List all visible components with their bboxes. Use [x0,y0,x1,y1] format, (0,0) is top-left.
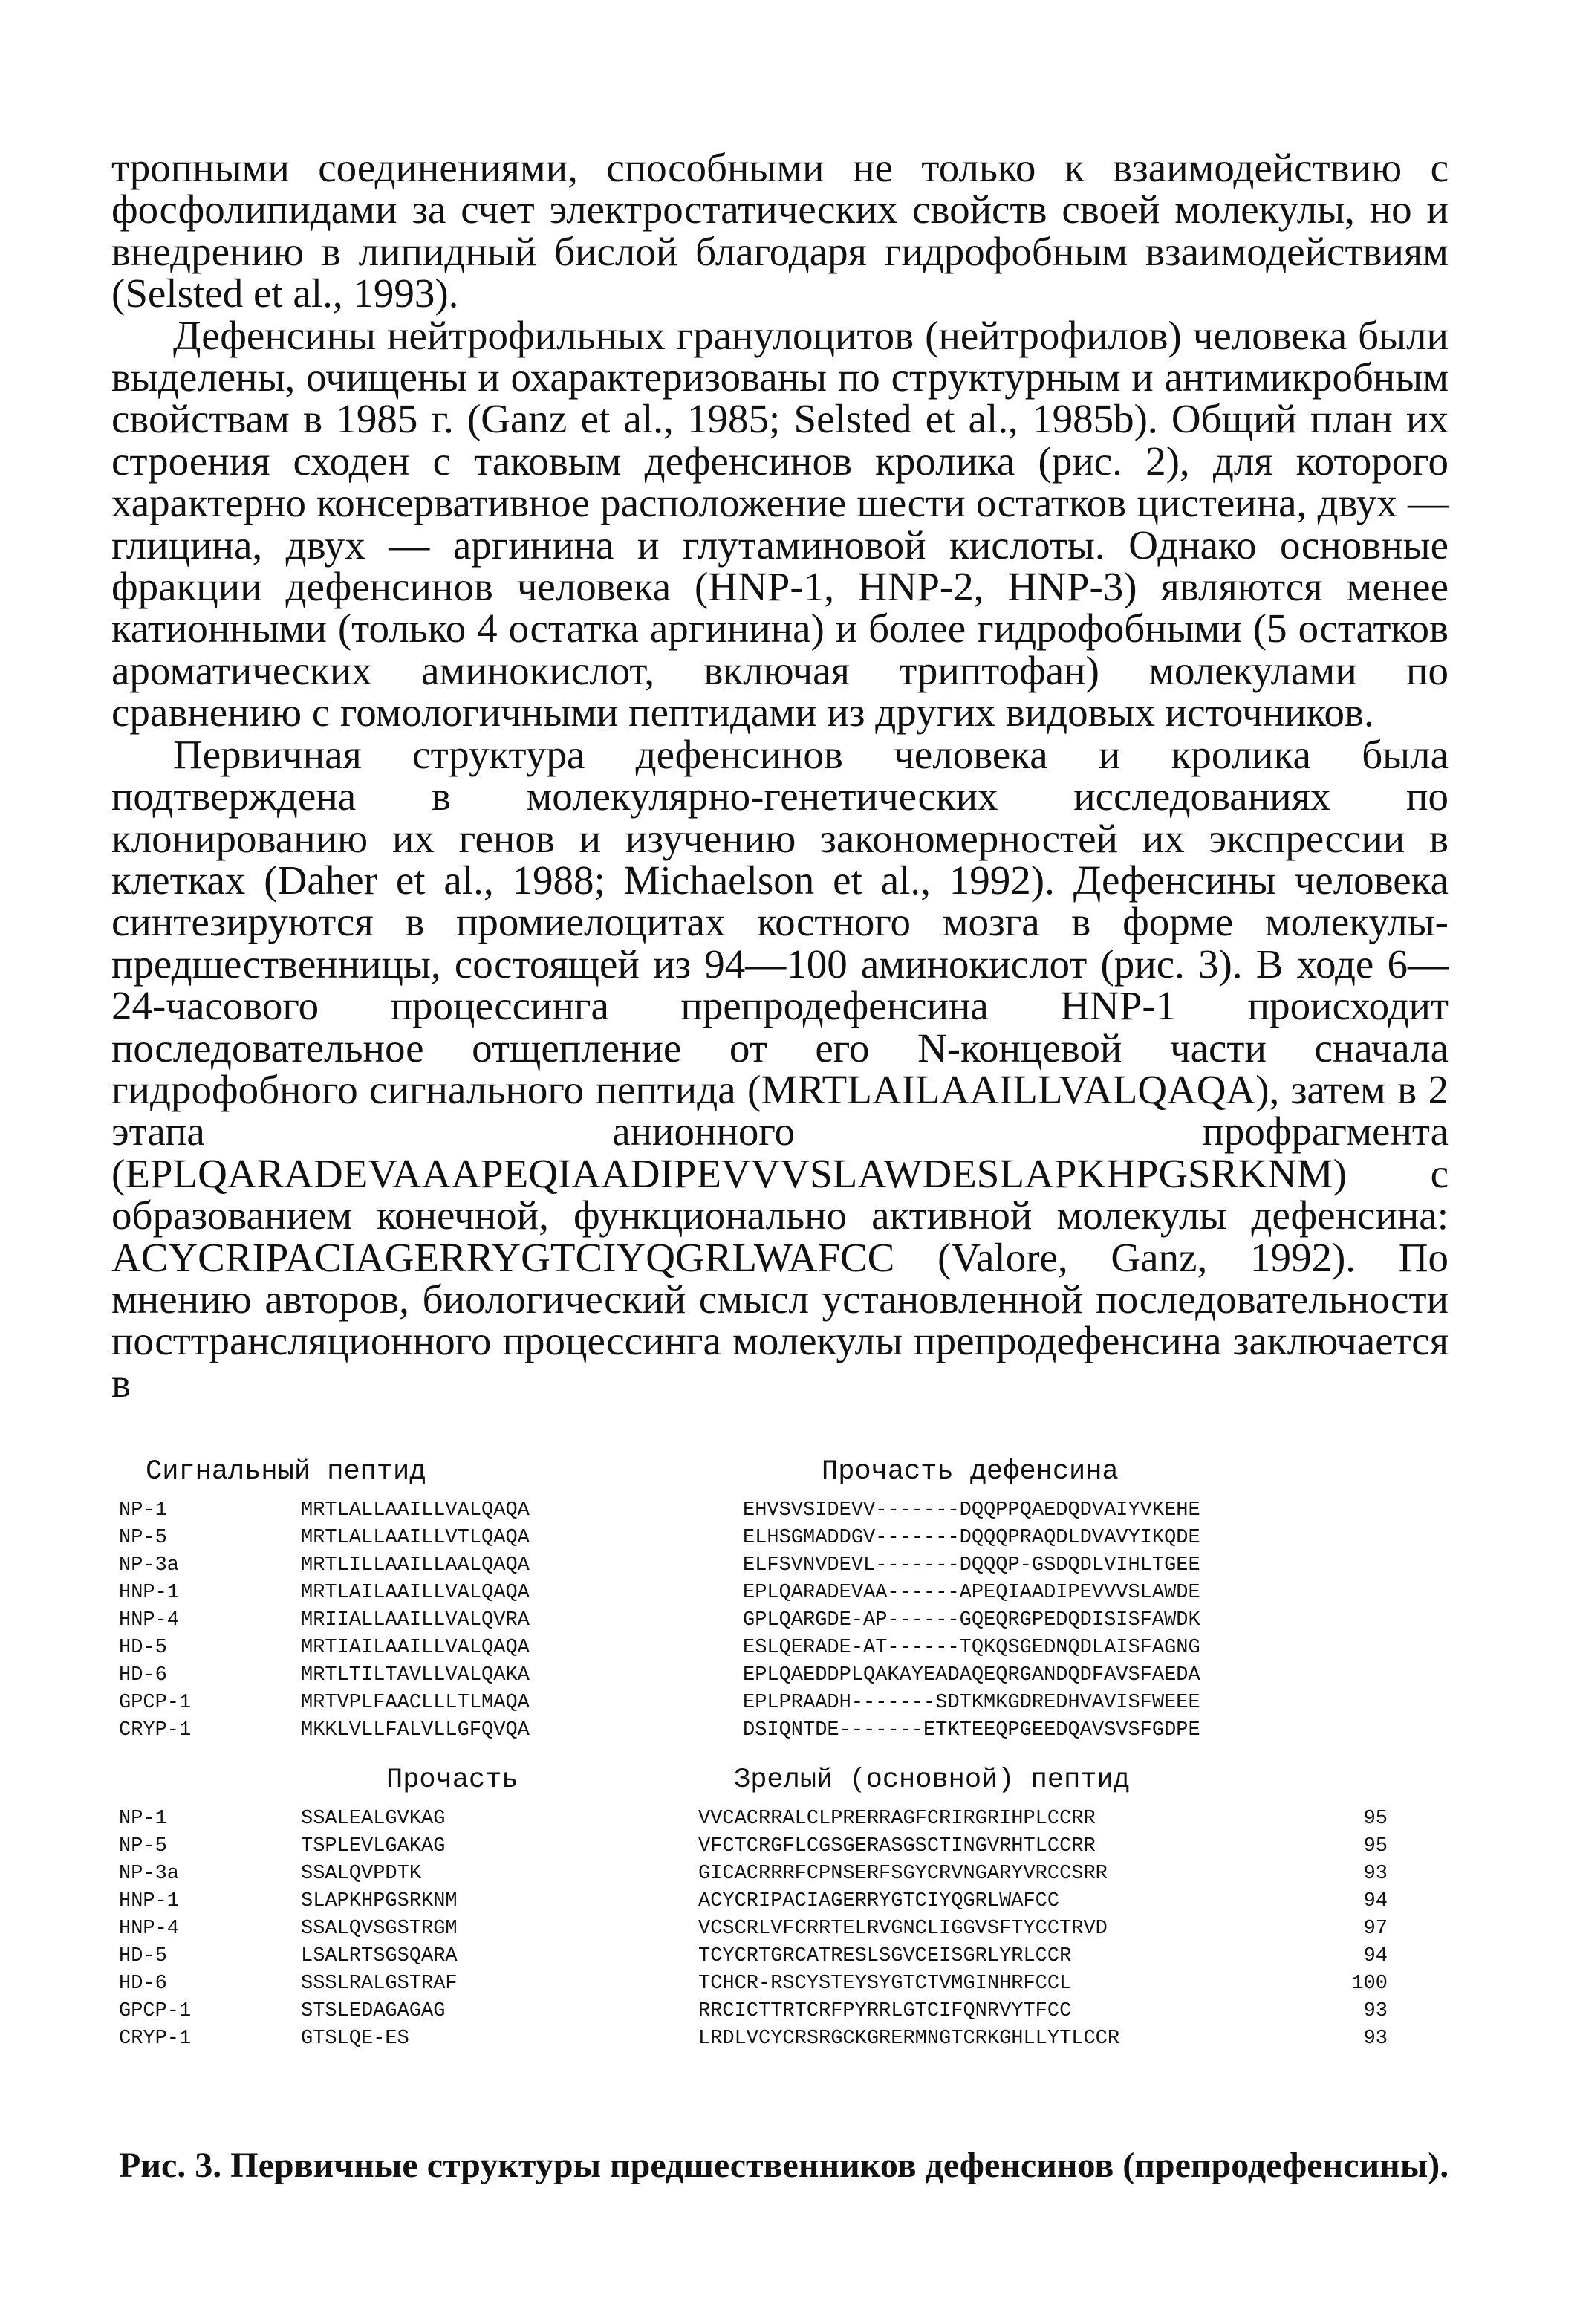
sequence-part-b: ELFSVNVDEVL-------DQQQP-GSDQDLVIHLTGEE [743,1554,1200,1577]
paragraph-1: тропными соединениями, способными не только к взаимодействию с фосфолипидами за счет электростатических свойств своей молекулы, но и внедрению в липидный бислой благодаря гидрофобным взаимодействиям (Selsted et al., 1993). [111,145,1449,317]
sequence-part-b: EPLQAEDDPLQAKAYEADAQEQRGANDQDFAVSFAEDA [743,1664,1200,1687]
sequence-row [119,1637,1449,1664]
sequence-part-b: LRDLVCYCRSRGCKGRERMNGTCRKGHLLYTLCCR [698,2028,1120,2050]
sequence-part-a: LSALRTSGSQARA [301,1945,458,1967]
sequence-row [119,1835,1449,1863]
block1-rows [119,1499,1449,1747]
sequence-row [119,1664,1449,1692]
sequence-part-b: ELHSGMADDGV-------DQQQPRAQDLDVAVYIKQDE [743,1527,1200,1549]
sequence-row [119,1499,1449,1527]
sequence-length: 94 [1363,1890,1388,1912]
sequence-name: NP-3a [119,1554,180,1577]
sequence-part-b: GICACRRRFCPNSERFSGYCRVNGARYVRCCSRR [698,1863,1108,1885]
sequence-name: CRYP-1 [119,2028,192,2050]
sequence-name: CRYP-1 [119,1719,192,1742]
sequence-row [119,1973,1449,2000]
sequence-row [119,1719,1449,1747]
sequence-row [119,1890,1449,1918]
sequence-part-a: MRTLALLAAILLVTLQAQA [301,1527,530,1549]
sequence-part-a: MRTLAILAAILLVALQAQA [301,1582,530,1604]
sequence-part-a: MRTLTILTAVLLVALQAKA [301,1664,530,1687]
sequence-name: HD-6 [119,1664,167,1687]
sequence-row [119,1609,1449,1637]
figure-sequence-alignment [119,1456,1449,2055]
sequence-length: 95 [1363,1808,1388,1830]
sequence-length: 100 [1351,1973,1388,1995]
sequence-part-a: SSSLRALGSTRAF [301,1973,458,1995]
paragraph-3: Первичная структура дефенсинов человека и кролика была подтверждена в молекулярно-генетических исследованиях по клонированию их генов и изучению закономерностей их экспрессии в клетках (Daher et al., 1988; Michaelson et al., 1992). Дефенсины человека синтезируются в промиелоцитах костного мозга в форме молекулы-предшественницы, состоящей из 94—100 аминокислот (рис. 3). В ходе 6—24-часового процессинга препродефенсина HNP-1 происходит последовательное отщепление от его N-концевой части сначала гидрофобного сигнального пептида (MRTLAILAAILLVALQAQA), затем в 2 этапа анионного профрагмента (EPLQARADEVAAAPEQIAADIPEVVVSLAWDESLAPKHPGSRKNM) с образованием конечной, функционально активной молекулы дефенсина: ACYCRIPACIAGERRYGTCIYQGRLWAFCC (Valore, Ganz, 1992). По мнению авторов, биологический смысл установленной последовательности посттрансляционного процессинга молекулы препродефенсина заключается в [111,731,1449,1406]
sequence-part-a: MRTLILLAAILLAALQAQA [301,1554,530,1577]
mature-peptide-header: Зрелый (основной) пептид [734,1765,1130,1796]
sequence-part-b: VFCTCRGFLCGSGERASGSCTINGVRHTLCCRR [698,1835,1096,1857]
sequence-row [119,1692,1449,1719]
sequence-row [119,1918,1449,1945]
sequence-part-a: STSLEDAGAGAG [301,2000,446,2022]
sequence-name: HD-5 [119,1637,167,1659]
sequence-part-a: SLAPKHPGSRKNM [301,1890,458,1912]
sequence-part-b: DSIQNTDE-------ETKTEEQPGEEDQAVSVSFGDPE [743,1719,1200,1742]
sequence-part-b: EHVSVSIDEVV-------DQQPPQAEDQDVAIYVKEHE [743,1499,1200,1522]
sequence-name: NP-1 [119,1808,167,1830]
sequence-part-b: TCHCR-RSCYSTEYSYGTCTVMGINHRFCCL [698,1973,1072,1995]
sequence-part-b: VVCACRRALCLPRERRAGFCRIRGRIHPLCCRR [698,1808,1096,1830]
sequence-part-a: SSALQVPDTK [301,1863,422,1885]
sequence-row [119,1582,1449,1609]
sequence-name: GPCP-1 [119,2000,192,2022]
sequence-length: 93 [1363,2028,1388,2050]
sequence-row [119,2000,1449,2028]
sequence-length: 93 [1363,1863,1388,1885]
block2-header [119,1765,1449,1808]
sequence-part-b: RRCICTTRTCRFPYRRLGTCIFQNRVYTFCC [698,2000,1072,2022]
sequence-name: GPCP-1 [119,1692,192,1714]
sequence-name: NP-5 [119,1527,167,1549]
sequence-length: 94 [1363,1945,1388,1967]
sequence-part-a: MRTLALLAAILLVALQAQA [301,1499,530,1522]
sequence-part-a: MRTIAILAAILLVALQAQA [301,1637,530,1659]
sequence-name: NP-1 [119,1499,167,1522]
sequence-part-b: GPLQARGDE-AP------GQEQRGPEDQDISISFAWDK [743,1609,1200,1632]
figure-caption: Рис. 3. Первичные структуры предшественников дефенсинов (препродефенсины). [119,2146,1449,2185]
sequence-part-b: ESLQERADE-AT------TQKQSGEDNQDLAISFAGNG [743,1637,1200,1659]
sequence-name: HNP-4 [119,1918,180,1940]
sequence-part-a: MKKLVLLFALVLLGFQVQA [301,1719,530,1742]
sequence-row [119,1863,1449,1890]
defensin-prosegment-header: Прочасть дефенсина [822,1456,1119,1487]
sequence-part-a: MRIIALLAAILLVALQVRA [301,1609,530,1632]
sequence-row [119,1554,1449,1582]
sequence-length: 95 [1363,1835,1388,1857]
sequence-name: NP-3a [119,1863,180,1885]
sequence-row [119,1527,1449,1554]
block1-header [119,1456,1449,1499]
sequence-part-a: SSALEALGVKAG [301,1808,446,1830]
sequence-name: HNP-1 [119,1890,180,1912]
sequence-name: HNP-4 [119,1609,180,1632]
sequence-part-a: SSALQVSGSTRGM [301,1918,458,1940]
sequence-name: HD-6 [119,1973,167,1995]
sequence-name: HNP-1 [119,1582,180,1604]
sequence-part-b: TCYCRTGRCATRESLSGVCEISGRLYRLCCR [698,1945,1072,1967]
block2-rows [119,1808,1449,2055]
sequence-part-b: ACYCRIPACIAGERRYGTCIYQGRLWAFCC [698,1890,1060,1912]
sequence-row [119,1808,1449,1835]
paragraph-2: Дефенсины нейтрофильных гранулоцитов (нейтрофилов) человека были выделены, очищены и охарактеризованы по структурным и антимикробным свойствам в 1985 г. (Ganz et al., 1985; Selsted et al., 1985b). Общий план их строения сходен с таковым дефенсинов кролика (рис. 2), для которого характерно консервативное расположение шести остатков цистеина, двух — глицина, двух — аргинина и глутаминовой кислоты. Однако основные фракции дефенсинов человека (HNP-1, HNP-2, HNP-3) являются менее катионными (только 4 остатка аргинина) и более гидрофобными (5 остатков ароматических аминокислот, включая триптофан) молекулами по сравнению с гомологичными пептидами из других видовых источников. [111,312,1449,736]
sequence-row [119,2028,1449,2055]
sequence-part-a: MRTVPLFAACLLLTLMAQA [301,1692,530,1714]
sequence-length: 93 [1363,2000,1388,2022]
sequence-part-a: TSPLEVLGAKAG [301,1835,446,1857]
sequence-row [119,1945,1449,1973]
sequence-length: 97 [1363,1918,1388,1940]
sequence-part-b: EPLQARADEVAA------APEQIAADIPEVVVSLAWDE [743,1582,1200,1604]
body-text [111,147,1449,1404]
sequence-part-a: GTSLQE-ES [301,2028,409,2050]
prosegment-header: Прочасть [386,1765,518,1796]
sequence-part-b: VCSCRLVFCRRTELRVGNCLIGGVSFTYCCTRVD [698,1918,1108,1940]
sequence-name: HD-5 [119,1945,167,1967]
sequence-name: NP-5 [119,1835,167,1857]
sequence-part-b: EPLPRAADH-------SDTKMKGDREDHVAVISFWEEE [743,1692,1200,1714]
signal-peptide-header: Сигнальный пептид [146,1456,426,1487]
